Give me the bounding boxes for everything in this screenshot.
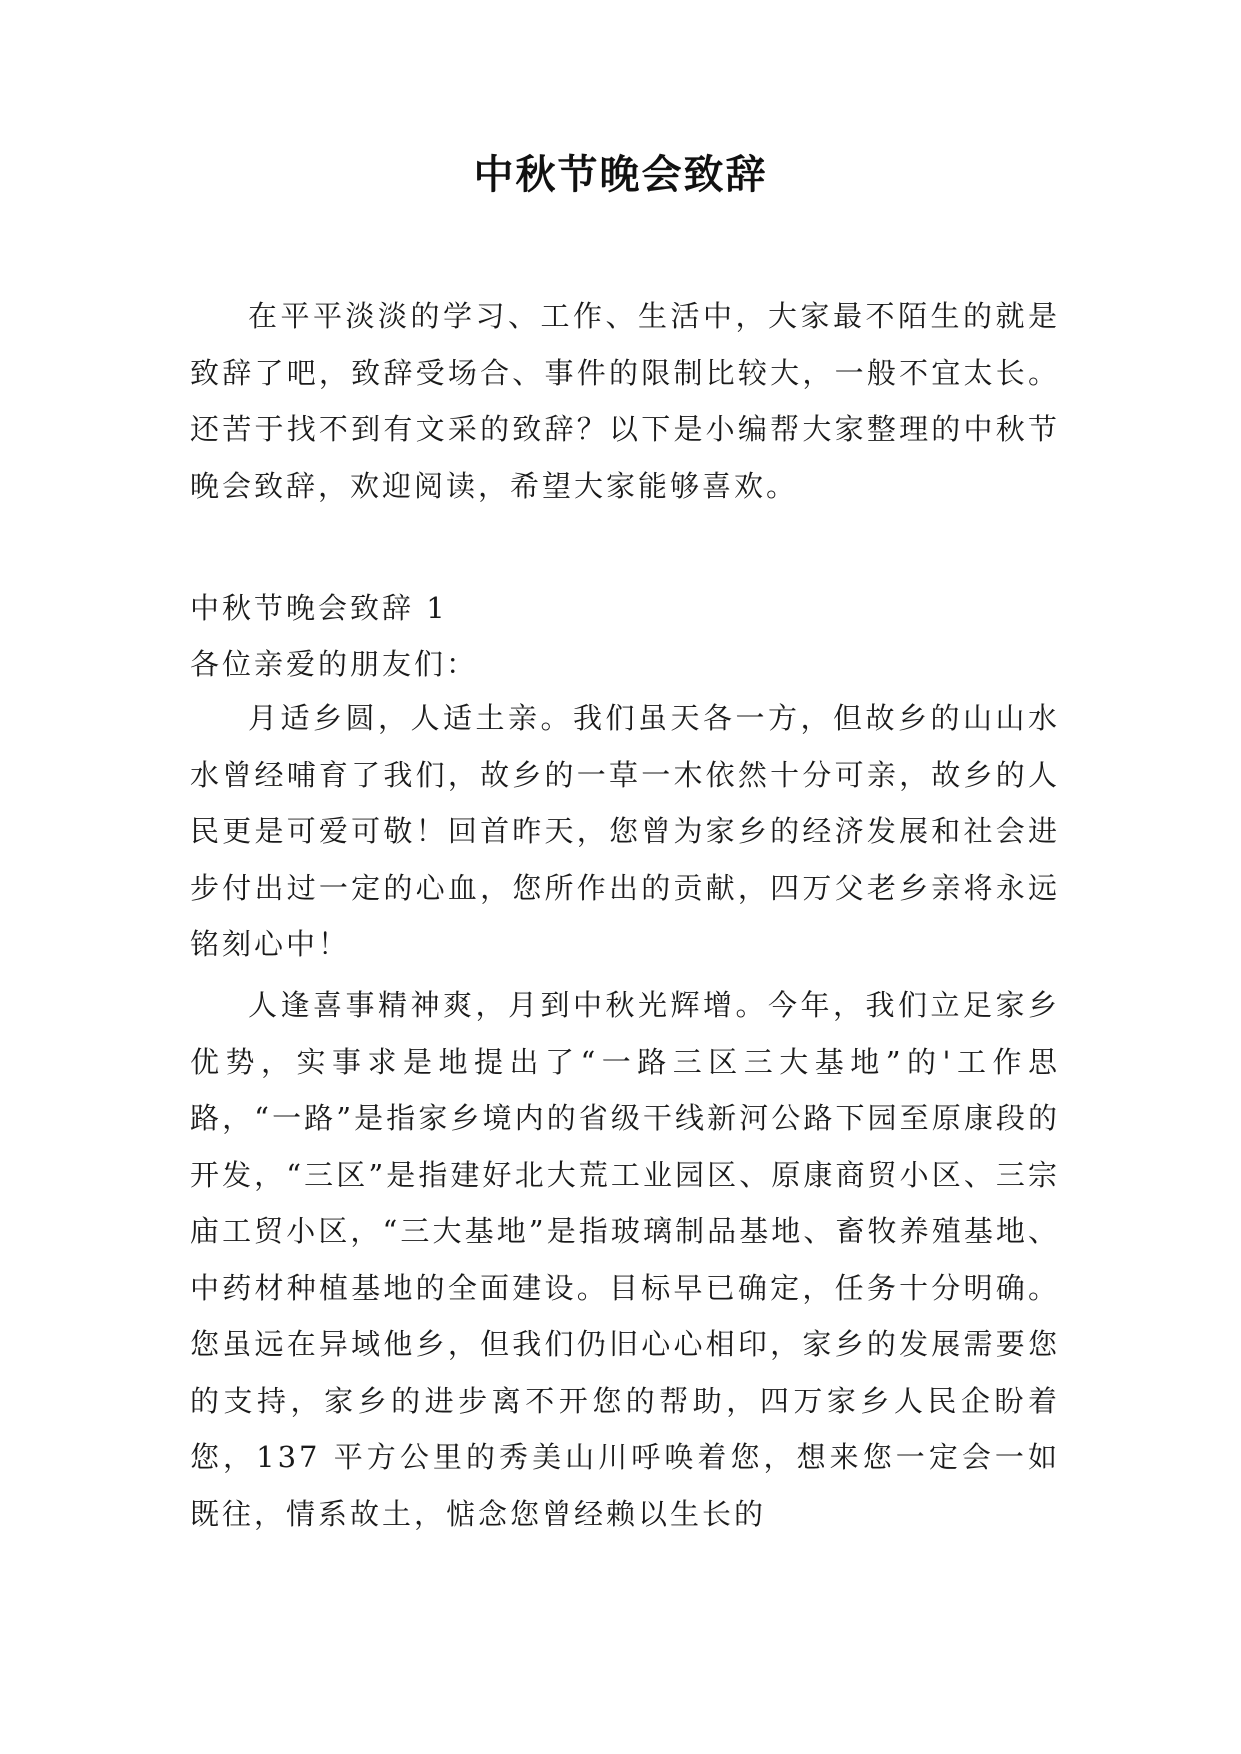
salutation: 各位亲爱的朋友们： <box>190 647 479 681</box>
body-paragraph: 人逢喜事精神爽，月到中秋光辉增。今年，我们立足家乡优势，实事求是地提出了“一路三区三大基地”的'工作思路，“一路”是指家乡境内的省级干线新河公路下园至原康段的开发，“三区”是指建好北大荒工业园区、原康商贸小区、三宗庙工贸小区，“三大基地”是指玻璃制品基地、畜牧养殖基地、中药材种植基地的全面建设。目标早已确定，任务十分明确。您虽远在异域他乡，但我们仍旧心心相印，家乡的发展需要您的支持，家乡的进步离不开您的帮助，四万家乡人民企盼着您，137 平方公里的秀美山川呼唤着您，想来您一定会一如既往，情系故土，惦念您曾经赖以生长的 <box>190 988 1060 1531</box>
intro-paragraph: 在平平淡淡的学习、工作、生活中，大家最不陌生的就是致辞了吧，致辞受场合、事件的限制比较大，一般不宜太长。还苦于找不到有文采的致辞？以下是小编帮大家整理的中秋节晚会致辞，欢迎阅读，希望大家能够喜欢。 <box>190 299 1060 503</box>
intro-paragraph-block <box>190 288 1060 514</box>
body-paragraph-block-1 <box>190 690 1060 973</box>
body-paragraph: 月适乡圆，人适土亲。我们虽天各一方，但故乡的山山水水曾经哺育了我们，故乡的一草一木依然十分可亲，故乡的人民更是可爱可敬！回首昨天，您曾为家乡的经济发展和社会进步付出过一定的心血，您所作出的贡献，四万父老乡亲将永远铭刻心中！ <box>190 701 1060 961</box>
salutation-block <box>190 636 1060 693</box>
section-heading: 中秋节晚会致辞 1 <box>190 591 448 625</box>
document-title: 中秋节晚会致辞 <box>473 151 768 198</box>
body-paragraph-block-2 <box>190 977 1060 1542</box>
section-heading-block <box>190 580 1060 637</box>
